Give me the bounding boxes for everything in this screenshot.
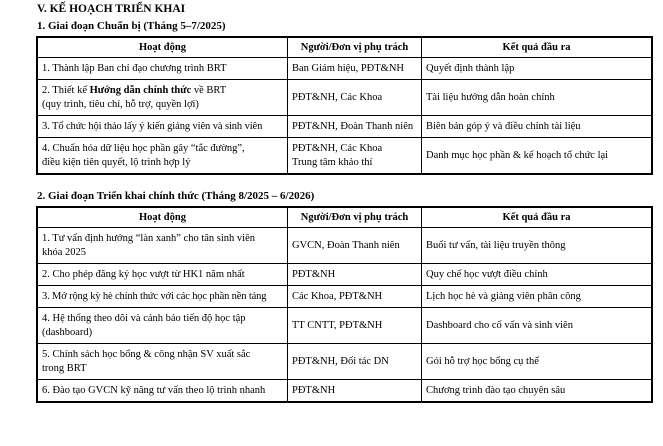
activity-cell: 3. Tổ chức hội thảo lấy ý kiến giảng viên và sinh viên <box>38 116 288 138</box>
table-row <box>38 138 652 174</box>
activity-text: 5. Chính sách học bổng & công nhận SV xuất sắc <box>42 348 251 360</box>
activity-text: (dashboard) <box>42 326 93 338</box>
activity-cell: 2. Cho phép đăng ký học vượt từ HK1 năm nhất <box>38 264 288 286</box>
activity-cell <box>38 344 288 380</box>
phase-2-heading: 2. Giai đoạn Triển khai chính thức (Tháng 8/2025 – 6/2026) <box>37 190 315 202</box>
owner-cell: PĐT&NH, Đoàn Thanh niên <box>288 116 422 138</box>
owner-cell: PĐT&NH <box>288 380 422 402</box>
table-row <box>38 264 652 286</box>
output-cell: Quyết định thành lập <box>422 58 652 80</box>
phase-2-table <box>37 207 652 402</box>
activity-text: khóa 2025 <box>42 246 87 258</box>
owner-text: PĐT&NH, Các Khoa <box>292 142 383 154</box>
header-owner: Người/Đơn vị phụ trách <box>288 208 422 228</box>
owner-cell: GVCN, Đoàn Thanh niên <box>288 228 422 264</box>
owner-text: Trung tâm khảo thí <box>292 156 373 168</box>
owner-cell: Các Khoa, PĐT&NH <box>288 286 422 308</box>
activity-text: (quy trình, tiêu chí, hỗ trợ, quyền lợi) <box>42 98 199 110</box>
output-cell: Buổi tư vấn, tài liệu truyền thông <box>422 228 652 264</box>
activity-cell: 1. Thành lập Ban chỉ đạo chương trình BRT <box>38 58 288 80</box>
table-row <box>38 116 652 138</box>
activity-cell: 6. Đào tạo GVCN kỹ năng tư vấn theo lộ trình nhanh <box>38 380 288 402</box>
header-output: Kết quả đầu ra <box>422 208 652 228</box>
output-cell: Quy chế học vượt điều chỉnh <box>422 264 652 286</box>
table-row <box>38 308 652 344</box>
activity-text: 4. Chuẩn hóa dữ liệu học phần gây “tắc đường”, <box>42 142 245 154</box>
owner-cell: Ban Giám hiệu, PĐT&NH <box>288 58 422 80</box>
output-cell: Danh mục học phần & kế hoạch tổ chức lại <box>422 138 652 174</box>
activity-text: 1. Tư vấn định hướng “làn xanh” cho tân sinh viên <box>42 232 255 244</box>
output-cell: Biên bản góp ý và điều chỉnh tài liệu <box>422 116 652 138</box>
activity-text: 2. Thiết kế <box>42 84 90 96</box>
table-row <box>38 344 652 380</box>
table-row <box>38 286 652 308</box>
header-output: Kết quả đầu ra <box>422 38 652 58</box>
table-row <box>38 380 652 402</box>
activity-text: 4. Hệ thống theo dõi và cảnh báo tiến độ học tập <box>42 312 246 324</box>
table-header-row <box>38 38 652 58</box>
activity-text: trong BRT <box>42 362 87 374</box>
section-heading: V. KẾ HOẠCH TRIỂN KHAI <box>37 3 186 15</box>
activity-cell <box>38 80 288 116</box>
activity-text: điều kiện tiên quyết, lộ trình hợp lý <box>42 156 191 168</box>
activity-cell <box>38 138 288 174</box>
phase-1-table <box>37 37 652 174</box>
output-cell: Dashboard cho cố vấn và sinh viên <box>422 308 652 344</box>
owner-cell: TT CNTT, PĐT&NH <box>288 308 422 344</box>
owner-cell: PĐT&NH <box>288 264 422 286</box>
output-cell: Lịch học hè và giảng viên phân công <box>422 286 652 308</box>
phase-1-heading: 1. Giai đoạn Chuẩn bị (Tháng 5–7/2025) <box>37 20 226 32</box>
header-owner: Người/Đơn vị phụ trách <box>288 38 422 58</box>
table-row <box>38 58 652 80</box>
output-cell: Tài liệu hướng dẫn hoàn chỉnh <box>422 80 652 116</box>
table-row <box>38 80 652 116</box>
output-cell: Chương trình đào tạo chuyên sâu <box>422 380 652 402</box>
header-activity: Hoạt động <box>38 208 288 228</box>
table-header-row <box>38 208 652 228</box>
owner-cell: PĐT&NH, Đối tác DN <box>288 344 422 380</box>
table-row <box>38 228 652 264</box>
activity-cell <box>38 308 288 344</box>
output-cell: Gói hỗ trợ học bổng cụ thể <box>422 344 652 380</box>
owner-cell <box>288 138 422 174</box>
header-activity: Hoạt động <box>38 38 288 58</box>
activity-text: về BRT <box>191 84 227 96</box>
owner-cell: PĐT&NH, Các Khoa <box>288 80 422 116</box>
activity-emphasis: Hướng dẫn chính thức <box>89 84 192 96</box>
activity-cell: 3. Mở rộng kỳ hè chính thức với các học phần nền tảng <box>38 286 288 308</box>
document <box>37 2 651 402</box>
activity-cell <box>38 228 288 264</box>
